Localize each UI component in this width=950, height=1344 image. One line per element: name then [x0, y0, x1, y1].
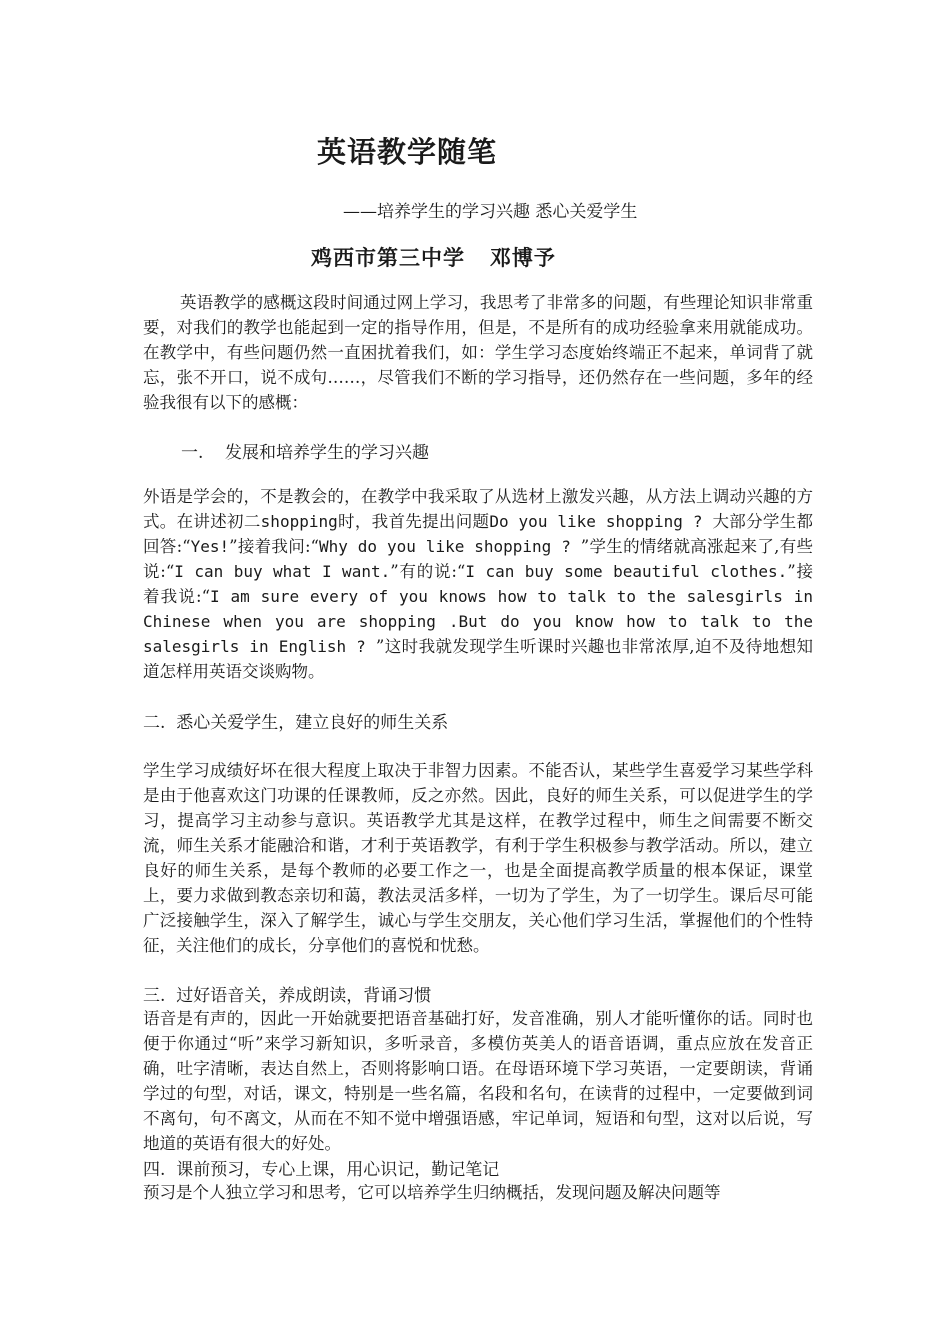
section-1-english: I am sure every of you knows how to talk to the salesgirls in Chinese when you are shopping .But do you know how to talk to the salesgirls in English ?: [143, 587, 813, 656]
section-1-english: Why do you like shopping ?: [318, 537, 581, 556]
intro-paragraph: 英语教学的感概这段时间通过网上学习，我思考了非常多的问题，有些理论知识非常重要，对我们的教学也能起到一定的指导作用，但是，不是所有的成功经验拿来用就能成功。在教学中，有些问题仍然一直困扰着我们，如：学生学习态度始终端正不起来，单词背了就忘，张不开口，说不成句……，尽管我们不断的学习指导，还仍然存在一些问题，多年的经验我很有以下的感概：: [143, 293, 813, 412]
section-1-heading: 一. 发展和培养学生的学习兴趣: [181, 443, 430, 463]
section-1-text: 时，我首先提出问题: [337, 512, 490, 531]
section-1-text: ”学生的情绪就高涨起来了,有些说:“: [143, 537, 813, 581]
section-1-english: shopping: [260, 512, 338, 531]
section-3-heading: 三. 过好语音关，养成朗读，背诵习惯: [143, 986, 432, 1006]
document-title: 英语教学随笔: [317, 135, 498, 169]
section-1-text: ”接着我说:“: [143, 562, 814, 606]
section-1-english: Do you like shopping ?: [489, 512, 713, 531]
document-subtitle: ——培养学生的学习兴趣 悉心关爱学生: [343, 202, 638, 222]
section-3-paragraph: 语音是有声的，因此一开始就要把语音基础打好，发音准确，别人才能听懂你的话。同时也便于你通过“听”来学习新知识，多听录音，多模仿英美人的语音语调，重点应放在发音正确，吐字清晰，表达自然上，否则将影响口语。在母语环境下学习英语，一定要朗读，背诵学过的句型，对话，课文，特别是一些名篇，名段和名句，在读背的过程中，一定要做到词不离句，句不离文，从而在不知不觉中增强语感，牢记单词，短语和句型，这对以后说，写地道的英语有很大的好处。: [143, 1009, 813, 1153]
document-author: 鸡西市第三中学 邓博予: [311, 245, 556, 270]
section-1-text: ”有的说:“: [390, 562, 466, 581]
section-1-text: ”这时我就发现学生听课时兴趣也非常浓厚,迫不及待地想知道怎样用英语交谈购物。: [143, 637, 813, 681]
section-1-english: I can buy some beautiful clothes.: [465, 562, 788, 581]
section-2-heading: 二. 悉心关爱学生，建立良好的师生关系: [143, 713, 449, 733]
section-2-paragraph: 学生学习成绩好坏在很大程度上取决于非智力因素。不能否认，某些学生喜爱学习某些学科是由于他喜欢这门功课的任课教师，反之亦然。因此，良好的师生关系，可以促进学生的学习，提高学习主动参与意识。英语教学尤其是这样，在教学过程中，师生之间需要不断交流，师生关系才能融洽和谐，才利于英语教学，有利于学生积极参与教学活动。所以，建立良好的师生关系，是每个教师的必要工作之一，也是全面提高教学质量的根本保证，课堂上，要力求做到教态亲切和蔼，教法灵活多样，一切为了学生，为了一切学生。课后尽可能广泛接触学生，深入了解学生，诚心与学生交朋友，关心他们学习生活，掌握他们的个性特征，关注他们的成长，分享他们的喜悦和忧愁。: [143, 761, 813, 955]
section-1-paragraph: [143, 484, 813, 684]
section-1-english: I can buy what I want.: [174, 562, 391, 581]
section-1-english: Yes!: [190, 537, 230, 556]
section-1-text: ”接着我问:“: [229, 537, 319, 556]
section-1-text: 大部分学生都回答:“: [143, 512, 814, 556]
section-4-heading: 四. 课前预习，专心上课，用心识记，勤记笔记: [143, 1160, 500, 1180]
section-1-text: 外语是学会的，不是教会的，在教学中我采取了从选材上激发兴趣，从方法上调动兴趣的方式。在讲述初二: [143, 487, 813, 531]
section-4-paragraph: 预习是个人独立学习和思考，它可以培养学生归纳概括，发现问题及解决问题等: [143, 1183, 721, 1202]
